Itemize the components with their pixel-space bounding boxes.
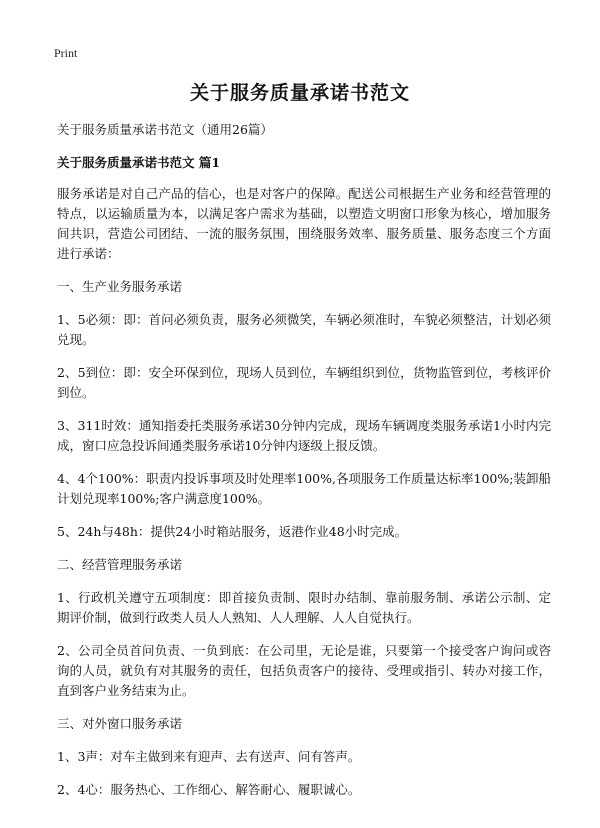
page-title: 关于服务质量承诺书范文	[189, 82, 410, 104]
part2-item: 1、行政机关遵守五项制度：即首接负责制、限时办结制、靠前服务制、承诺公示制、定期评价制，做到行政类人员人人熟知、人人理解、人人自觉执行。	[57, 590, 551, 625]
intro-paragraph: 服务承诺是对自己产品的信心，也是对客户的保障。配送公司根据生产业务和经营管理的特点，以运输质量为本，以满足客户需求为基础，以塑造文明窗口形象为核心，增加服务间共识，营造公司团结、一流的服务氛围，围绕服务效率、服务质量、服务态度三个方面进行承诺：	[57, 186, 551, 261]
part3-item: 2、4心：服务热心、工作细心、解答耐心、履职诚心。	[57, 782, 361, 797]
part1-item: 1、5必须：即：首问必须负责，服务必须微笑，车辆必须准时，车貌必须整洁，计划必须兑现。	[57, 312, 551, 347]
part2-item: 2、公司全员首问负责、一负到底：在公司里，无论是谁，只要第一个接受客户询问或咨询的人员，就负有对其服务的责任，包括负责客户的接待、受理或指引、转办对接工作，直到客户业务结束为止。	[57, 643, 551, 698]
section-title: 关于服务质量承诺书范文 篇1	[57, 155, 221, 170]
part1-heading: 一、生产业务服务承诺	[57, 279, 183, 294]
print-label: Print	[54, 46, 78, 60]
part1-item: 4、4个100%：职责内投诉事项及时处理率100%,各项服务工作质量达标率100%;装卸船计划兑现率100%;客户满意度100%。	[57, 471, 551, 506]
part1-item: 3、311时效：通知指委托类服务承诺30分钟内完成，现场车辆调度类服务承诺1小时内完成，窗口应急投诉间通类服务承诺10分钟内逐级上报反馈。	[57, 418, 551, 453]
part2-heading: 二、经营管理服务承诺	[57, 557, 183, 572]
part3-item: 1、3声：对车主做到来有迎声、去有送声、问有答声。	[57, 749, 361, 764]
part1-item: 2、5到位：即：安全环保到位，现场人员到位，车辆组织到位，货物监管到位，考核评价到位。	[57, 365, 551, 400]
part1-item: 5、24h与48h：提供24小时箱站服务，返港作业48小时完成。	[57, 524, 408, 539]
document-subtitle: 关于服务质量承诺书范文（通用26篇）	[57, 122, 273, 137]
part3-heading: 三、对外窗口服务承诺	[57, 716, 183, 731]
document-body	[57, 120, 551, 813]
